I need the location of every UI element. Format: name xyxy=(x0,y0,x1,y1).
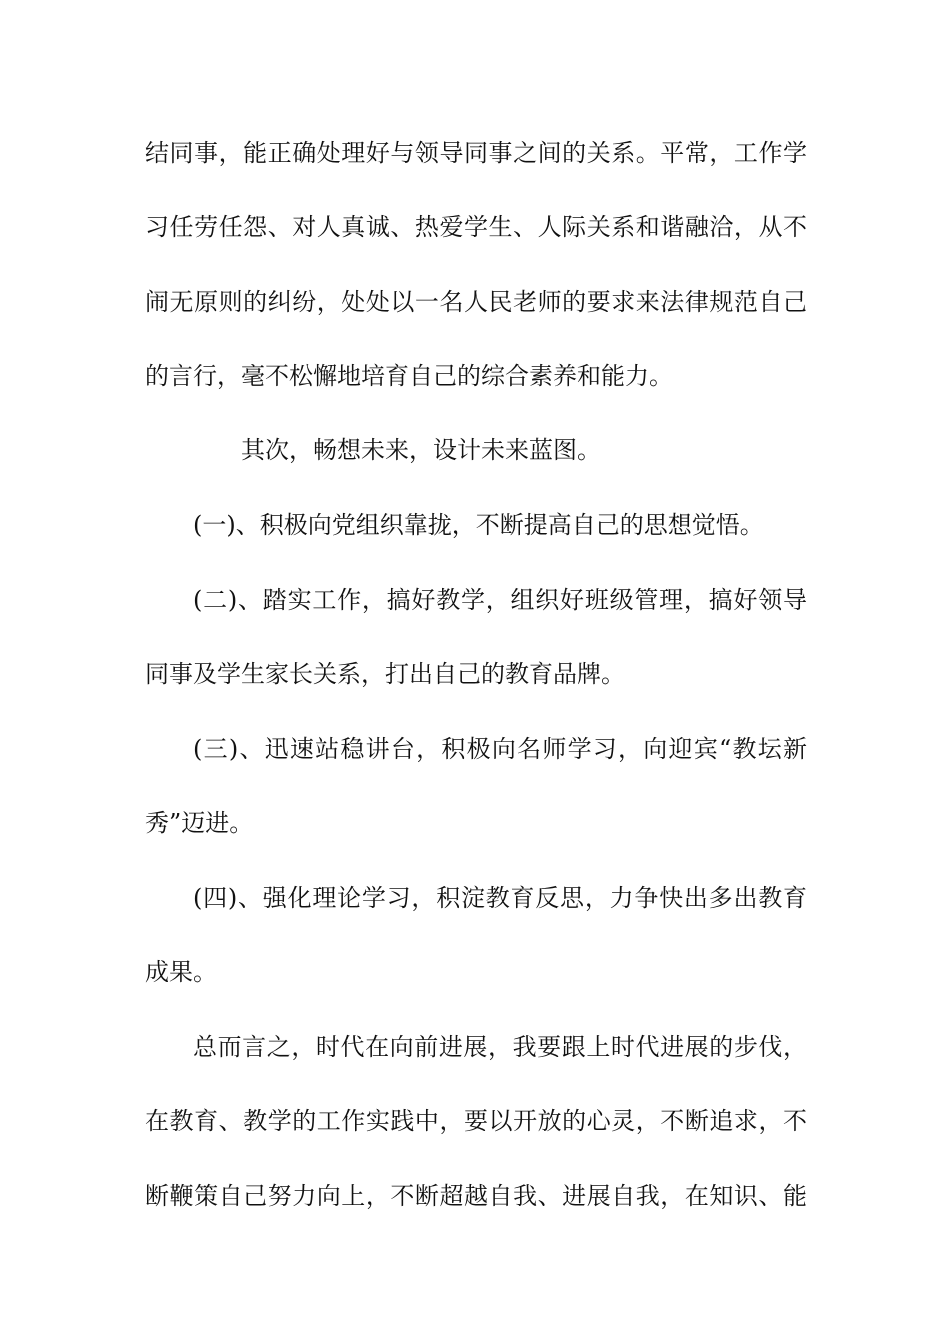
text-line-2: 习任劳任怨、对人真诚、热爱学生、人际关系和谐融洽，从不 xyxy=(145,213,807,241)
text-line-10: 秀”迈进。 xyxy=(145,809,254,837)
text-line-12: 成果。 xyxy=(145,958,217,986)
text-line-4: 的言行，毫不松懈地培育自己的综合素养和能力。 xyxy=(145,362,673,390)
text-line-7: (二)、踏实工作，搞好教学，组织好班级管理，搞好领导 xyxy=(193,586,807,614)
text-line-11: (四)、强化理论学习，积淀教育反思，力争快出多出教育 xyxy=(193,884,807,912)
text-line-13: 总而言之，时代在向前进展，我要跟上时代进展的步伐， xyxy=(193,1033,807,1061)
text-line-8: 同事及学生家长关系，打出自己的教育品牌。 xyxy=(145,660,625,688)
text-line-15: 断鞭策自己努力向上，不断超越自我、进展自我，在知识、能 xyxy=(145,1182,807,1210)
text-line-1: 结同事，能正确处理好与领导同事之间的关系。平常，工作学 xyxy=(145,139,807,167)
text-line-6: (一)、积极向党组织靠拢，不断提高自己的思想觉悟。 xyxy=(193,511,764,539)
text-line-9: (三)、迅速站稳讲台，积极向名师学习，向迎宾“教坛新 xyxy=(193,735,807,763)
text-line-5: 其次，畅想未来，设计未来蓝图。 xyxy=(241,436,601,464)
text-line-14: 在教育、教学的工作实践中，要以开放的心灵，不断追求，不 xyxy=(145,1107,807,1135)
text-line-3: 闹无原则的纠纷，处处以一名人民老师的要求来法律规范自己 xyxy=(145,288,807,316)
